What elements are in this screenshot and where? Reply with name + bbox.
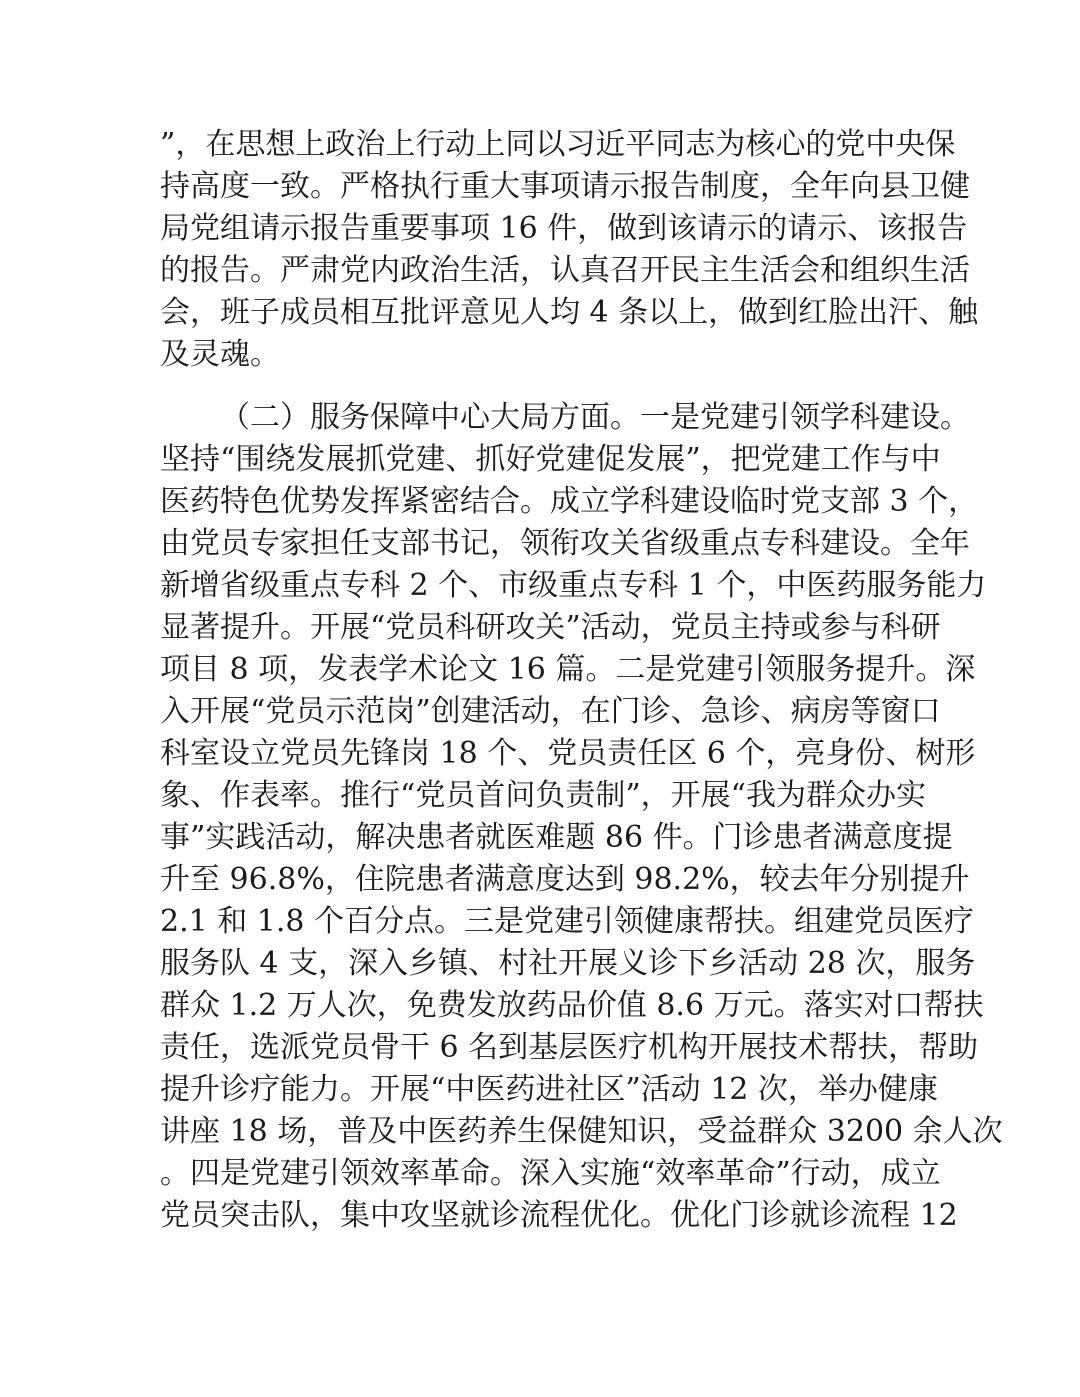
text-line: 提升诊疗能力。开展“中医药进社区”活动 12 次，举办健康 — [160, 1072, 938, 1107]
text-line: 持高度一致。严格执行重大事项请示报告制度，全年向县卫健 — [160, 169, 970, 204]
text-line: 事”实践活动，解决患者就医难题 86 件。门诊患者满意度提 — [160, 820, 953, 855]
paragraph-political-discipline — [160, 124, 979, 376]
text-line: 服务队 4 支，深入乡镇、村社开展义诊下乡活动 28 次，服务 — [160, 946, 976, 981]
text-line: 党员突击队，集中攻坚就诊流程优化。优化门诊就诊流程 12 — [160, 1198, 958, 1233]
text-line: 由党员专家担任支部书记，领衔攻关省级重点专科建设。全年 — [160, 526, 970, 561]
text-line: 责任，选派党员骨干 6 名到基层医疗机构开展技术帮扶，帮助 — [160, 1030, 979, 1065]
text-line: ”，在思想上政治上行动上同以习近平同志为核心的党中央保 — [160, 127, 956, 162]
text-line: 局党组请示报告重要事项 16 件，做到该请示的请示、该报告 — [160, 211, 968, 246]
text-line: 坚持“围绕发展抓党建、抓好党建促发展”，把党建工作与中 — [160, 442, 941, 477]
text-line: 象、作表率。推行“党员首问负责制”，开展“我为群众办实 — [160, 778, 927, 813]
text-line: （二）服务保障中心大局方面。一是党建引领学科建设。 — [220, 400, 970, 435]
text-line: 科室设立党员先锋岗 18 个、党员责任区 6 个，亮身份、树形 — [160, 736, 976, 771]
text-line: 及灵魂。 — [160, 337, 280, 372]
text-line: 医药特色优势发挥紧密结合。成立学科建设临时党支部 3 个， — [160, 484, 979, 519]
text-line: 会，班子成员相互批评意见人均 4 条以上，做到红脸出汗、触 — [160, 295, 979, 330]
paragraph-service-center — [160, 397, 1003, 1237]
text-line: 讲座 18 场，普及中医药养生保健知识，受益群众 3200 余人次 — [160, 1114, 1003, 1149]
text-line: 项目 8 项，发表学术论文 16 篇。二是党建引领服务提升。深 — [160, 652, 976, 687]
text-line: 显著提升。开展“党员科研攻关”活动，党员主持或参与科研 — [160, 610, 941, 645]
text-line: 升至 96.8%，住院患者满意度达到 98.2%，较去年分别提升 — [160, 862, 970, 897]
text-line: 的报告。严肃党内政治生活，认真召开民主生活会和组织生活 — [160, 253, 970, 288]
text-line: 入开展“党员示范岗”创建活动，在门诊、急诊、病房等窗口 — [160, 694, 941, 729]
text-line: 2.1 和 1.8 个百分点。三是党建引领健康帮扶。组建党员医疗 — [160, 904, 975, 939]
text-line: 新增省级重点专科 2 个、市级重点专科 1 个，中医药服务能力 — [160, 568, 987, 603]
text-line: 群众 1.2 万人次，免费发放药品价值 8.6 万元。落实对口帮扶 — [160, 988, 984, 1023]
text-line: 。四是党建引领效率革命。深入实施“效率革命”行动，成立 — [160, 1156, 941, 1191]
